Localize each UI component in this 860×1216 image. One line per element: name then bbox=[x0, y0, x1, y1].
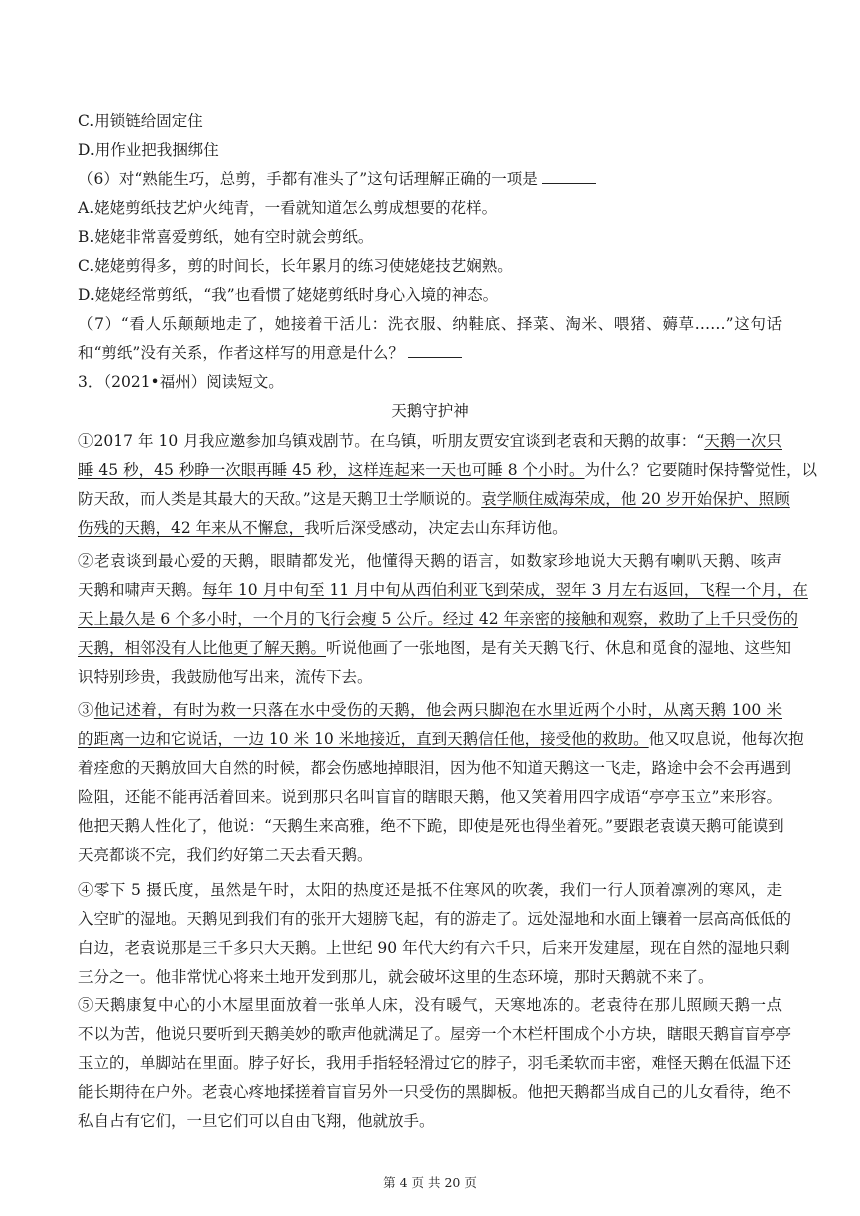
paragraph-5-line bbox=[78, 995, 782, 1015]
paragraph-text: ③ bbox=[78, 701, 94, 719]
question-7-text: 和“剪纸”没有关系，作者这样写的用意是什么？ bbox=[78, 344, 404, 362]
paragraph-text: 防天敌，而人类是其最大的天敌。”这是天鹅卫士学顺说的。 bbox=[78, 490, 482, 508]
q6-option-a: A.姥姥剪纸技艺炉火纯青，一看就知道怎么剪成想要的花样。 bbox=[78, 199, 498, 217]
paragraph-text: 三分之一。他非常忧心将来土地开发到那儿，就会破坏这里的生态环境，那时天鹅就不来了。 bbox=[78, 968, 714, 986]
paragraph-text: 我听后深受感动，决定去山东拜访他。 bbox=[304, 519, 568, 537]
paragraph-text: ②老袁谈到最心爱的天鹅，眼睛都发光，他懂得天鹅的语言，如数家珍地说大天鹅有喇叭天鹅、咳声 bbox=[78, 552, 782, 570]
paragraph-text: 天亮都谈不完，我们约好第二天去看天鹅。 bbox=[78, 846, 373, 864]
paragraph-text: 能长期待在户外。老袁心疼地揉搓着盲盲另外一只受伤的黑脚板。他把天鹅都当成自己的儿女看待，绝不 bbox=[78, 1083, 792, 1101]
paragraph-4-line bbox=[78, 880, 782, 900]
underlined-text: 睡 45 秒，45 秒睁一次眼再睡 45 秒，这样连起来一天也可睡 8 个小时。 bbox=[78, 461, 585, 479]
q6-option-b: B.姥姥非常喜爱剪纸，她有空时就会剪纸。 bbox=[78, 228, 374, 246]
paragraph-5-line bbox=[78, 1082, 792, 1102]
answer-blank bbox=[542, 169, 596, 184]
paragraph-text: 险阻，还能不能再活着回来。说到那只名叫盲盲的瞎眼天鹅，他又笑着用四字成语“亭亭玉立”来形容。 bbox=[78, 788, 782, 806]
question-3: 3．（2021•福州）阅读短文。 bbox=[78, 373, 284, 391]
paragraph-1-line bbox=[78, 489, 790, 509]
paragraph-text: ①2017 年 10 月我应邀参加乌镇戏剧节。在乌镇，听朋友贾安宜谈到老袁和天鹅的故事：“ bbox=[78, 432, 705, 450]
paragraph-4-line bbox=[78, 938, 790, 958]
question-6-text: （6）对“熟能生巧，总剪，手都有准头了”这句话理解正确的一项是 bbox=[78, 170, 538, 188]
q6-option-d: D.姥姥经常剪纸，“我”也看惯了姥姥剪纸时身心入境的神态。 bbox=[78, 286, 499, 304]
underlined-text: 每年 10 月中旬至 11 月中旬从西伯利亚飞到荣成，翌年 3 月左右返回，飞程一个月，在 bbox=[202, 581, 808, 599]
paragraph-5-line bbox=[78, 1053, 792, 1073]
option-d: D.用作业把我捆绑住 bbox=[78, 141, 219, 159]
question-7-line2 bbox=[78, 343, 782, 363]
paragraph-3-line bbox=[78, 700, 782, 720]
underlined-text: 伤残的天鹅，42 年来从不懈怠， bbox=[78, 519, 305, 537]
underlined-text: 天上最久是 6 个多小时，一个月的飞行会瘦 5 公斤。经过 42 年亲密的接触和观察，救助了上千只受伤的 bbox=[78, 610, 799, 628]
paragraph-text: ④零下 5 摄氏度，虽然是午时，太阳的热度还是抵不住寒风的吹袭，我们一行人顶着凛冽的寒风，走 bbox=[78, 881, 782, 899]
paragraph-5-line bbox=[78, 1111, 782, 1131]
paragraph-2-line bbox=[78, 667, 782, 687]
paragraph-3-line bbox=[78, 845, 782, 865]
q6-option-c: C.姥姥剪得多，剪的时间长，长年累月的练习使姥姥技艺娴熟。 bbox=[78, 257, 513, 275]
paragraph-3-line bbox=[78, 758, 792, 778]
article-title: 天鹅守护神 bbox=[391, 402, 469, 420]
paragraph-3-line bbox=[78, 729, 804, 749]
paragraph-4-line bbox=[78, 967, 782, 987]
question-7-line1: （7）“看人乐颠颠地走了，她接着干活儿：洗衣服、纳鞋底、择菜、淘米、喂猪、薅草……”这句话 bbox=[78, 315, 782, 333]
underlined-text: 天鹅一次只 bbox=[704, 432, 782, 450]
paragraph-text: 为什么？它要随时保持警觉性，以 bbox=[584, 461, 818, 479]
paragraph-text: 着痊愈的天鹅放回大自然的时候，都会伤感地掉眼泪，因为他不知道天鹅这一飞走，路途中会不会再遇到 bbox=[78, 759, 792, 777]
paragraph-1-line bbox=[78, 460, 818, 480]
paragraph-text: ⑤天鹅康复中心的小木屋里面放着一张单人床，没有暖气，天寒地冻的。老袁待在那儿照顾天鹅一点 bbox=[78, 996, 782, 1014]
paragraph-text: 玉立的，单脚站在里面。脖子好长，我用手指轻轻滑过它的脖子，羽毛柔软而丰密，难怪天鹅在低温下还 bbox=[78, 1054, 792, 1072]
paragraph-text: 不以为苦，他说只要听到天鹅美妙的歌声他就满足了。屋旁一个木栏杆围成个小方块，瞎眼天鹅盲盲亭亭 bbox=[78, 1025, 792, 1043]
underlined-text: 天鹅，相邻没有人比他更了解天鹅。 bbox=[78, 639, 327, 657]
underlined-text: 他记述着，有时为救一只落在水中受伤的天鹅，他会两只脚泡在水里近两个小时，从离天鹅 100 米 bbox=[93, 701, 782, 719]
underlined-text: 的距离一边和它说话，一边 10 米 10 米地接近，直到天鹅信任他，接受他的救助。 bbox=[78, 730, 649, 748]
answer-blank bbox=[408, 343, 462, 358]
paragraph-3-line bbox=[78, 787, 782, 807]
paragraph-text: 他又叹息说，他每次抱 bbox=[648, 730, 804, 748]
paragraph-text: 入空旷的湿地。天鹅见到我们有的张开大翅膀飞起，有的游走了。远处湿地和水面上镶着一层高高低低的 bbox=[78, 910, 792, 928]
paragraph-1-line bbox=[78, 518, 782, 538]
paragraph-2-line bbox=[78, 609, 799, 629]
paragraph-text: 私自占有它们，一旦它们可以自由飞翔，他就放手。 bbox=[78, 1112, 435, 1130]
paragraph-5-line bbox=[78, 1024, 792, 1044]
paragraph-text: 他把天鹅人性化了，他说：“天鹅生来高雅，绝不下跪，即使是死也得坐着死。”要跟老袁谟天鹅可能谟到 bbox=[78, 817, 784, 835]
option-c: C.用锁链给固定住 bbox=[78, 112, 203, 130]
paragraph-text: 天鹅和啸声天鹅。 bbox=[78, 581, 203, 599]
question-6 bbox=[78, 169, 782, 189]
page-footer: 第 4 页 共 20 页 bbox=[383, 1175, 477, 1190]
paragraph-2-line bbox=[78, 580, 808, 600]
paragraph-4-line bbox=[78, 909, 792, 929]
paragraph-text: 白边，老袁说那是三千多只大天鹅。上世纪 90 年代大约有六千只，后来开发建屋，现在自然的湿地只剩 bbox=[78, 939, 790, 957]
paragraph-2-line bbox=[78, 638, 792, 658]
paragraph-2-line bbox=[78, 551, 782, 571]
paragraph-text: 听说他画了一张地图，是有关天鹅飞行、休息和觅食的湿地、这些知 bbox=[326, 639, 792, 657]
paragraph-text: 识特别珍贵，我鼓励他写出来，流传下去。 bbox=[78, 668, 373, 686]
underlined-text: 袁学顺住威海荣成，他 20 岁开始保护、照顾 bbox=[481, 490, 790, 508]
paragraph-3-line bbox=[78, 816, 782, 836]
paragraph-1-line bbox=[78, 431, 782, 451]
